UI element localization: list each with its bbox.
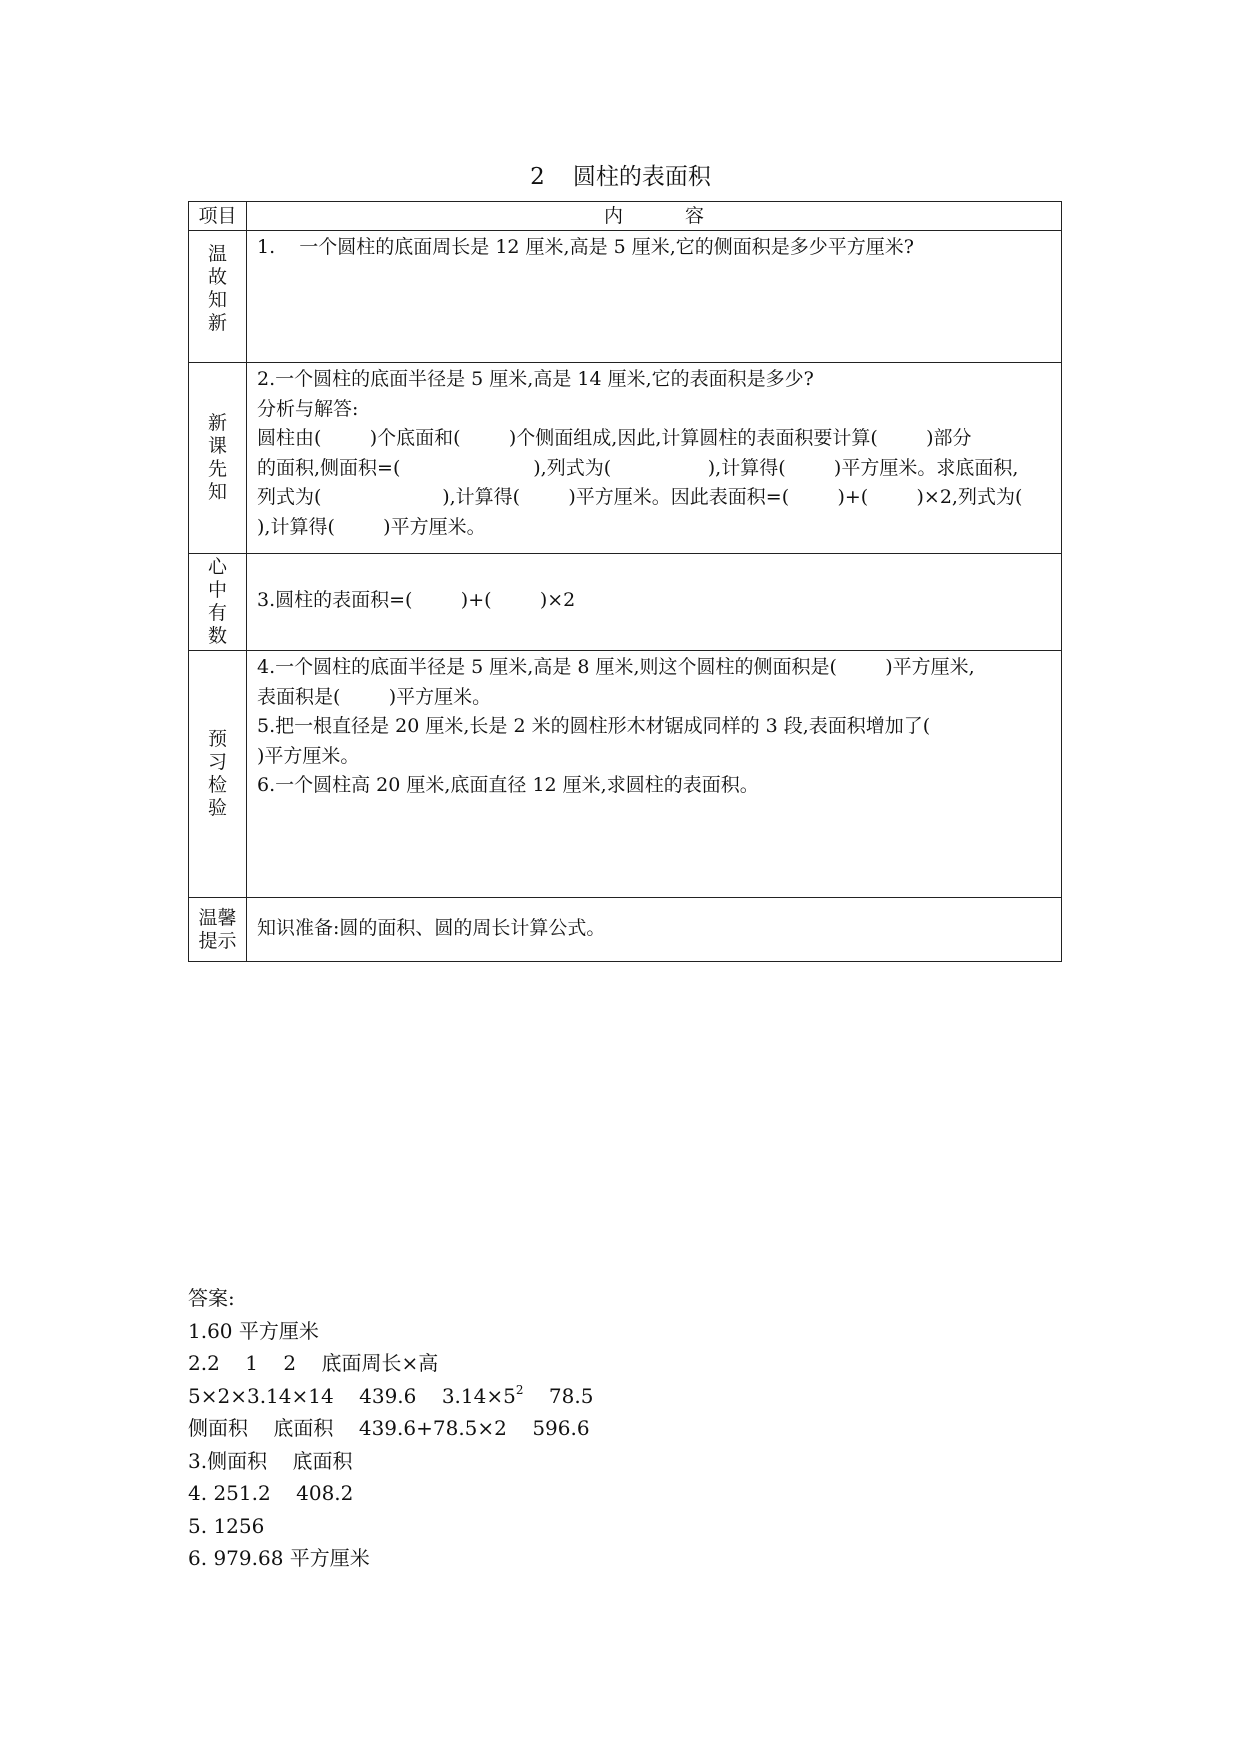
row-label-tips: 温馨 提示 (189, 898, 247, 962)
table-row (189, 554, 1062, 651)
question-4-cont: 表面积是( )平方厘米。 (257, 685, 492, 708)
answer-line: 5×2×3.14×14 439.6 $3.14\times 5^2$ 78.5 (188, 1382, 594, 1408)
section-number: 2 (530, 164, 545, 190)
tip-text: 知识准备:圆的面积、圆的周长计算公式。 (257, 916, 606, 939)
table-row (189, 363, 1062, 554)
question-3: 3.圆柱的表面积=( )+( )×2 (257, 589, 576, 612)
row-label-preview-check: 预 习 检 验 (189, 651, 247, 898)
question-1: 1. 一个圆柱的底面周长是 12 厘米,高是 5 厘米,它的侧面积是多少平方厘米? (257, 236, 914, 258)
question-5: 5.把一根直径是 20 厘米,长是 2 米的圆柱形木材锯成同样的 3 段,表面积增加了( (257, 715, 931, 737)
answer-heading: 答案: (188, 1286, 235, 1310)
table-header-row (189, 202, 1062, 231)
fill-blank-line: 的面积,侧面积=( ),列式为( ),计算得( )平方厘米。求底面积, (257, 456, 1019, 479)
page-title (0, 158, 1241, 191)
row-content-preview-check (247, 651, 1062, 898)
row-content-new-lesson (247, 363, 1062, 554)
row-content-summary (247, 554, 1062, 651)
question-4: 4.一个圆柱的底面半径是 5 厘米,高是 8 厘米,则这个圆柱的侧面积是( )平方厘米, (257, 656, 975, 678)
table-row (189, 651, 1062, 898)
answer-line: 5. 1256 (188, 1513, 265, 1538)
answer-line: 3.侧面积 底面积 (188, 1448, 353, 1473)
fill-blank-line: 圆柱由( )个底面和( )个侧面组成,因此,计算圆柱的表面积要计算( )部分 (257, 427, 972, 449)
answer-line: 2.2 1 2 底面周长×高 (188, 1351, 439, 1375)
header-content: 内容 (247, 202, 1062, 231)
header-item: 项目 (189, 202, 247, 231)
question-2: 2.一个圆柱的底面半径是 5 厘米,高是 14 厘米,它的表面积是多少? (257, 368, 814, 390)
question-5-cont: )平方厘米。 (257, 744, 360, 767)
table-row (189, 231, 1062, 363)
row-label-review: 温 故 知 新 (189, 231, 247, 363)
row-content-tips (247, 898, 1062, 962)
fill-blank-line: 列式为( ),计算得( )平方厘米。因此表面积=( )+( )×2,列式为( (257, 486, 1023, 508)
row-label-new-lesson: 新 课 先 知 (189, 363, 247, 554)
analysis-heading: 分析与解答: (257, 397, 359, 420)
row-content-review (247, 231, 1062, 363)
answer-line: 6. 979.68 平方厘米 (188, 1546, 370, 1570)
fill-blank-line: ),计算得( )平方厘米。 (257, 515, 486, 538)
row-label-summary: 心 中 有 数 (189, 554, 247, 651)
answer-line: 侧面积 底面积 439.6+78.5×2 596.6 (188, 1416, 590, 1440)
worksheet-table (188, 201, 1062, 962)
section-title: 圆柱的表面积 (572, 164, 711, 190)
answer-section (188, 1282, 593, 1575)
question-6: 6.一个圆柱高 20 厘米,底面直径 12 厘米,求圆柱的表面积。 (257, 774, 759, 796)
table-row (189, 898, 1062, 962)
answer-line: 4. 251.2 408.2 (188, 1481, 354, 1505)
answer-line: 1.60 平方厘米 (188, 1318, 319, 1343)
